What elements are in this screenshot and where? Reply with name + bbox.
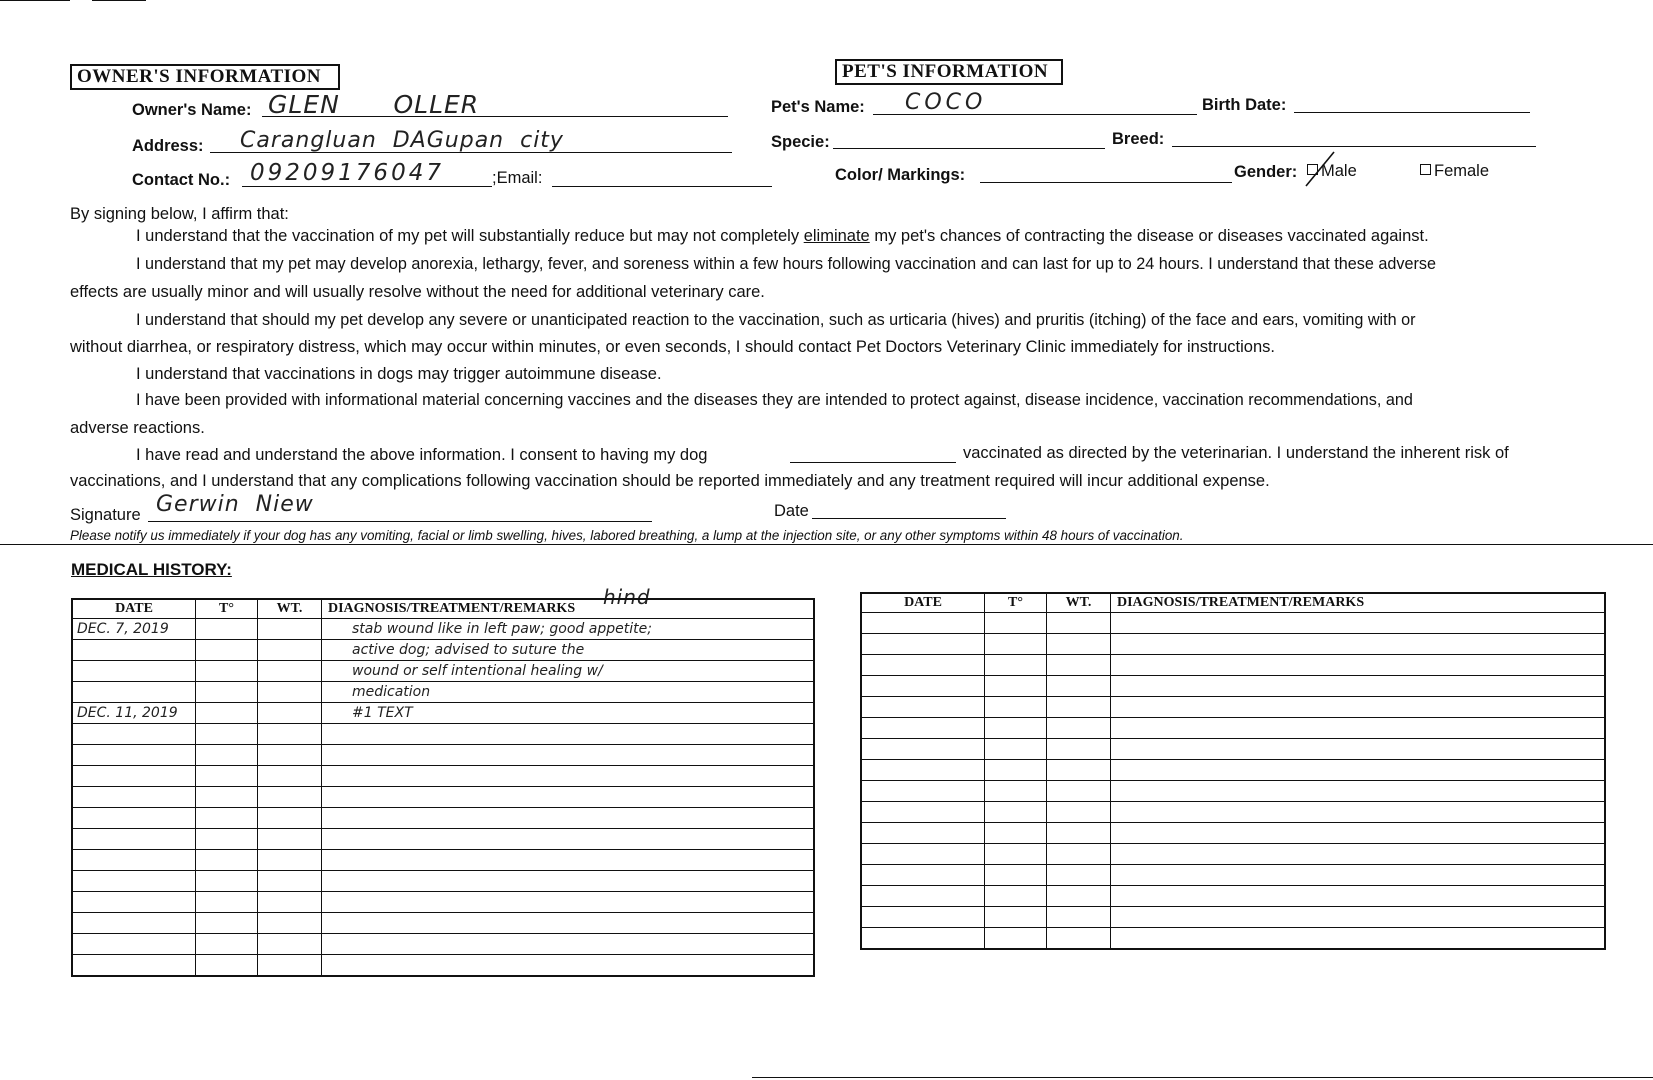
consent-p1-end: my pet's chances of contracting the disease or diseases vaccinated against. — [869, 227, 1429, 245]
date-cell[interactable] — [72, 829, 196, 850]
pet-name-label: Pet's Name: — [771, 98, 865, 116]
consent-p2-line1: I understand that my pet may develop anorexia, lethargy, fever, and soreness within a few hours following vaccination and can last for up to 24 hours. I understand that these adverse — [136, 255, 1436, 273]
temp-cell[interactable] — [985, 697, 1047, 718]
date-cell[interactable]: DEC. 11, 2019 — [72, 703, 196, 724]
temp-cell[interactable] — [196, 913, 258, 934]
weight-cell[interactable] — [1047, 739, 1111, 760]
female-checkbox[interactable] — [1420, 164, 1431, 175]
specie-line — [833, 148, 1105, 149]
signature-value[interactable]: Gerwin Niew — [156, 492, 314, 517]
temp-cell[interactable] — [196, 829, 258, 850]
diagnosis-cell[interactable] — [1111, 697, 1606, 718]
weight-cell[interactable] — [1047, 802, 1111, 823]
contact-value[interactable]: 09209176047 — [250, 160, 444, 186]
date-cell[interactable] — [72, 766, 196, 787]
table-row — [72, 640, 814, 661]
contact-label: Contact No.: — [132, 171, 231, 189]
birth-date-label: Birth Date: — [1202, 96, 1287, 114]
temp-cell[interactable] — [196, 724, 258, 745]
date-cell[interactable] — [861, 802, 985, 823]
gender-label: Gender: — [1234, 163, 1298, 181]
email-line — [552, 186, 772, 187]
table-row — [72, 808, 814, 829]
table-row — [861, 802, 1605, 823]
diagnosis-cell[interactable] — [1111, 781, 1606, 802]
diagnosis-cell[interactable]: stab wound like in left paw; good appetite; — [322, 619, 815, 640]
diagnosis-cell[interactable] — [322, 913, 815, 934]
weight-column-header: WT. — [1047, 593, 1111, 613]
date-cell[interactable] — [72, 913, 196, 934]
header-note: hind — [603, 585, 651, 609]
weight-cell[interactable] — [258, 661, 322, 682]
diagnosis-cell[interactable] — [1111, 802, 1606, 823]
weight-cell[interactable] — [258, 766, 322, 787]
diagnosis-cell[interactable] — [322, 766, 815, 787]
temp-cell[interactable] — [196, 955, 258, 977]
date-cell[interactable] — [861, 844, 985, 865]
date-cell[interactable] — [861, 760, 985, 781]
table-row — [72, 850, 814, 871]
weight-cell[interactable] — [258, 934, 322, 955]
consent-p2-line2: effects are usually minor and will usually resolve without the need for additional veterinary care. — [70, 283, 765, 301]
weight-cell[interactable] — [1047, 613, 1111, 634]
weight-cell[interactable] — [258, 724, 322, 745]
diagnosis-cell[interactable] — [322, 934, 815, 955]
consent-p4: I understand that vaccinations in dogs may trigger autoimmune disease. — [136, 365, 662, 383]
temp-cell[interactable] — [985, 760, 1047, 781]
weight-cell[interactable] — [1047, 823, 1111, 844]
breed-label: Breed: — [1112, 130, 1165, 148]
consent-p1-start: I understand that the vaccination of my pet will substantially reduce but may not completely — [136, 227, 804, 245]
weight-cell[interactable] — [1047, 718, 1111, 739]
diagnosis-cell[interactable] — [322, 808, 815, 829]
table-row — [72, 829, 814, 850]
temp-cell[interactable] — [985, 676, 1047, 697]
table-row — [72, 955, 814, 977]
medical-history-table-right — [860, 592, 1606, 950]
gender-male-label: Male — [1321, 162, 1357, 180]
owner-info-header: OWNER'S INFORMATION — [70, 64, 340, 90]
date-cell[interactable] — [861, 718, 985, 739]
diagnosis-cell[interactable] — [322, 724, 815, 745]
date-cell[interactable] — [72, 682, 196, 703]
section-divider — [0, 544, 1653, 545]
weight-cell[interactable] — [1047, 634, 1111, 655]
table-row — [861, 739, 1605, 760]
address-label: Address: — [132, 137, 204, 155]
weight-column-header: WT. — [258, 599, 322, 619]
diagnosis-cell[interactable]: wound or self intentional healing w/ — [322, 661, 815, 682]
date-cell[interactable] — [72, 661, 196, 682]
table-row — [72, 745, 814, 766]
table-row — [861, 865, 1605, 886]
weight-cell[interactable] — [258, 892, 322, 913]
consent-p1 — [136, 222, 1429, 250]
temp-cell[interactable] — [985, 802, 1047, 823]
diagnosis-cell[interactable] — [1111, 907, 1606, 928]
weight-cell[interactable] — [1047, 844, 1111, 865]
weight-cell[interactable] — [258, 850, 322, 871]
diagnosis-cell[interactable] — [322, 787, 815, 808]
date-cell[interactable] — [861, 865, 985, 886]
signature-label: Signature — [70, 506, 141, 524]
temp-cell[interactable] — [985, 718, 1047, 739]
table-header-row — [72, 599, 814, 619]
temp-cell[interactable] — [196, 871, 258, 892]
date-column-header: DATE — [861, 593, 985, 613]
weight-cell[interactable] — [258, 640, 322, 661]
scan-mark — [0, 0, 70, 1]
diagnosis-cell[interactable] — [1111, 718, 1606, 739]
consent-p3-line2: without diarrhea, or respiratory distress, which may occur within minutes, or even seconds, I should contact Pet Doctors Veterinary Clinic immediately for instructions. — [70, 338, 1275, 356]
diagnosis-column-header: DIAGNOSIS/TREATMENT/REMARKS — [1111, 593, 1606, 613]
table-row — [861, 718, 1605, 739]
diagnosis-cell[interactable]: active dog; advised to suture the — [322, 640, 815, 661]
table-row — [861, 634, 1605, 655]
color-markings-label: Color/ Markings: — [835, 166, 966, 184]
temp-cell[interactable] — [985, 634, 1047, 655]
owner-name-label: Owner's Name: — [132, 101, 252, 119]
weight-cell[interactable] — [1047, 655, 1111, 676]
medical-history-title: MEDICAL HISTORY: — [71, 560, 232, 579]
diagnosis-cell[interactable] — [322, 871, 815, 892]
date-cell[interactable] — [72, 745, 196, 766]
contact-line — [242, 186, 492, 187]
consent-p6-line1b: vaccinated as directed by the veterinarian. I understand the inherent risk of — [963, 444, 1509, 462]
date-cell[interactable] — [72, 850, 196, 871]
date-cell[interactable] — [861, 928, 985, 950]
weight-cell[interactable] — [258, 745, 322, 766]
date-cell[interactable] — [861, 886, 985, 907]
weight-cell[interactable] — [258, 913, 322, 934]
temp-cell[interactable] — [196, 892, 258, 913]
date-cell[interactable] — [861, 655, 985, 676]
date-cell[interactable] — [861, 907, 985, 928]
table-row — [72, 682, 814, 703]
diagnosis-cell[interactable] — [1111, 613, 1606, 634]
table-row — [861, 655, 1605, 676]
diagnosis-cell[interactable] — [1111, 844, 1606, 865]
table-row — [72, 619, 814, 640]
temp-cell[interactable] — [985, 613, 1047, 634]
weight-cell[interactable] — [1047, 760, 1111, 781]
date-line — [812, 518, 1006, 519]
diagnosis-cell[interactable] — [322, 850, 815, 871]
table-row — [861, 823, 1605, 844]
date-cell[interactable] — [72, 808, 196, 829]
date-cell[interactable] — [861, 697, 985, 718]
table-row — [861, 760, 1605, 781]
temp-cell[interactable] — [196, 661, 258, 682]
table-row — [861, 697, 1605, 718]
email-label: ;Email: — [492, 169, 543, 187]
weight-cell[interactable] — [258, 787, 322, 808]
temp-cell[interactable] — [196, 745, 258, 766]
temp-cell[interactable] — [985, 928, 1047, 950]
table-row — [861, 844, 1605, 865]
owner-name-value[interactable]: GLEN OLLER — [268, 90, 480, 119]
diagnosis-cell[interactable]: #1 TEXT — [322, 703, 815, 724]
diagnosis-cell[interactable] — [1111, 739, 1606, 760]
consent-p5-line1: I have been provided with informational material concerning vaccines and the diseases they are intended to protect against, disease incidence, vaccination recommendations, and — [136, 391, 1413, 409]
table-row — [861, 886, 1605, 907]
table-row — [861, 781, 1605, 802]
weight-cell[interactable] — [258, 871, 322, 892]
temp-cell[interactable] — [985, 865, 1047, 886]
specie-label: Specie: — [771, 133, 830, 151]
temp-cell[interactable] — [196, 640, 258, 661]
date-cell[interactable] — [861, 613, 985, 634]
date-cell[interactable] — [72, 892, 196, 913]
table-row — [72, 787, 814, 808]
table-row — [72, 934, 814, 955]
diagnosis-cell[interactable] — [1111, 928, 1606, 950]
weight-cell[interactable] — [258, 808, 322, 829]
temp-cell[interactable] — [985, 655, 1047, 676]
temp-column-header: T° — [985, 593, 1047, 613]
diagnosis-cell[interactable] — [322, 745, 815, 766]
date-cell[interactable] — [72, 934, 196, 955]
table-header-row — [861, 593, 1605, 613]
signature-line — [148, 521, 652, 522]
table-row — [861, 907, 1605, 928]
medical-history-table-left — [71, 598, 815, 977]
temp-cell[interactable] — [985, 886, 1047, 907]
temp-cell[interactable] — [196, 934, 258, 955]
date-label: Date — [774, 502, 809, 520]
table-row — [861, 928, 1605, 950]
diagnosis-cell[interactable] — [1111, 886, 1606, 907]
weight-cell[interactable] — [258, 619, 322, 640]
table-row — [72, 766, 814, 787]
table-row — [72, 724, 814, 745]
bottom-scan-line — [752, 1077, 1653, 1078]
temp-cell[interactable] — [985, 907, 1047, 928]
date-cell[interactable] — [72, 955, 196, 977]
diagnosis-cell[interactable] — [322, 955, 815, 977]
table-row — [72, 892, 814, 913]
diagnosis-cell[interactable] — [322, 892, 815, 913]
weight-cell[interactable] — [1047, 676, 1111, 697]
temp-cell[interactable] — [985, 823, 1047, 844]
notice-text: Please notify us immediately if your dog has any vomiting, facial or limb swelling, hives, labored breathing, a lump at the injection site, or any other symptoms within 48 hours of vaccination. — [70, 528, 1184, 543]
weight-cell[interactable] — [1047, 781, 1111, 802]
date-cell[interactable]: DEC. 7, 2019 — [72, 619, 196, 640]
breed-line — [1172, 146, 1536, 147]
temp-cell[interactable] — [985, 844, 1047, 865]
gender-female-option[interactable] — [1420, 162, 1489, 181]
diagnosis-cell[interactable] — [1111, 823, 1606, 844]
male-check-mark — [1304, 148, 1340, 190]
diagnosis-cell[interactable]: medication — [322, 682, 815, 703]
weight-cell[interactable] — [258, 955, 322, 977]
weight-cell[interactable] — [258, 682, 322, 703]
diagnosis-cell[interactable] — [1111, 676, 1606, 697]
temp-cell[interactable] — [196, 619, 258, 640]
consent-p6-line2: vaccinations, and I understand that any complications following vaccination should be reported immediately and any treatment required will incur additional expense. — [70, 472, 1270, 490]
diagnosis-cell[interactable] — [1111, 760, 1606, 781]
diagnosis-cell[interactable] — [1111, 865, 1606, 886]
temp-cell[interactable] — [196, 850, 258, 871]
address-value[interactable]: Carangluan DAGupan city — [240, 128, 564, 153]
consent-p5-line2: adverse reactions. — [70, 419, 205, 437]
scan-mark — [92, 0, 146, 1]
date-cell[interactable] — [72, 640, 196, 661]
table-row — [72, 703, 814, 724]
temp-column-header: T° — [196, 599, 258, 619]
weight-cell[interactable] — [1047, 865, 1111, 886]
table-row — [861, 676, 1605, 697]
pet-name-value[interactable]: COCO — [905, 90, 987, 115]
diagnosis-cell[interactable] — [322, 829, 815, 850]
weight-cell[interactable] — [1047, 886, 1111, 907]
temp-cell[interactable] — [196, 787, 258, 808]
temp-cell[interactable] — [196, 682, 258, 703]
date-column-header: DATE — [72, 599, 196, 619]
gender-female-label: Female — [1434, 162, 1490, 180]
date-cell[interactable] — [861, 634, 985, 655]
table-row — [72, 871, 814, 892]
table-row — [72, 913, 814, 934]
date-cell[interactable] — [861, 739, 985, 760]
table-row — [861, 613, 1605, 634]
dog-name-line — [790, 462, 956, 463]
weight-cell[interactable] — [1047, 928, 1111, 950]
consent-intro: By signing below, I affirm that: — [70, 205, 289, 223]
table-row — [72, 661, 814, 682]
diagnosis-cell[interactable] — [1111, 634, 1606, 655]
temp-cell[interactable] — [196, 808, 258, 829]
date-cell[interactable] — [72, 787, 196, 808]
date-cell[interactable] — [72, 724, 196, 745]
diagnosis-cell[interactable] — [1111, 655, 1606, 676]
temp-cell[interactable] — [196, 766, 258, 787]
date-cell[interactable] — [72, 871, 196, 892]
temp-cell[interactable] — [985, 781, 1047, 802]
weight-cell[interactable] — [1047, 697, 1111, 718]
diagnosis-column-header: DIAGNOSIS/TREATMENT/REMARKS — [322, 599, 815, 619]
pet-info-header: PET'S INFORMATION — [835, 59, 1063, 85]
temp-cell[interactable] — [196, 703, 258, 724]
temp-cell[interactable] — [985, 739, 1047, 760]
date-cell[interactable] — [861, 781, 985, 802]
weight-cell[interactable] — [258, 703, 322, 724]
date-cell[interactable] — [861, 823, 985, 844]
consent-p3-line1: I understand that should my pet develop any severe or unanticipated reaction to the vaccination, such as urticaria (hives) and pruritis (itching) of the face and ears, vomiting with or — [136, 311, 1416, 329]
color-markings-line — [980, 182, 1232, 183]
consent-p6-line1a: I have read and understand the above information. I consent to having my dog — [136, 446, 708, 464]
birth-date-line — [1294, 112, 1530, 113]
date-cell[interactable] — [861, 676, 985, 697]
weight-cell[interactable] — [258, 829, 322, 850]
weight-cell[interactable] — [1047, 907, 1111, 928]
consent-p1-underline: eliminate — [803, 227, 870, 245]
